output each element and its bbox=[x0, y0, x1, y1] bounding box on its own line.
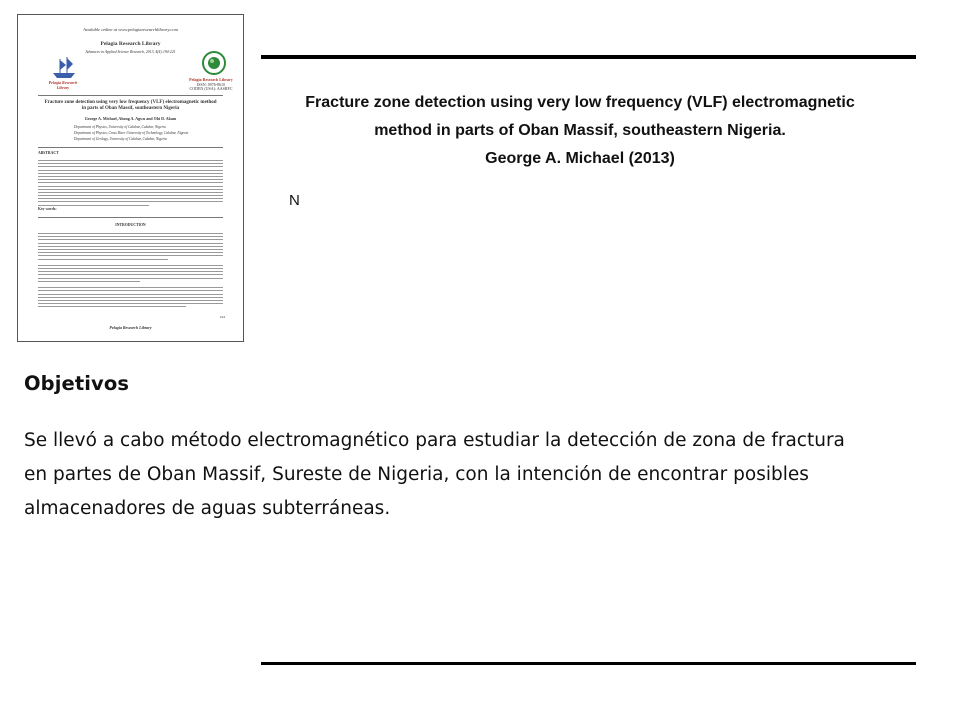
thumbnail-rule bbox=[38, 95, 223, 96]
objectives-line: en partes de Oban Massif, Sureste de Nigeria, con la intención de encontrar posibles bbox=[24, 464, 809, 485]
north-label: N bbox=[289, 192, 300, 209]
citation-title-line: Fracture zone detection using very low frequency (VLF) electromagnetic bbox=[305, 94, 855, 111]
thumbnail-issn-2: CODEN (USA): AASRFC bbox=[189, 86, 233, 92]
thumbnail-abstract-lines bbox=[38, 160, 223, 208]
objectives-line: Se llevó a cabo método electromagnético para estudiar la detección de zona de fractura bbox=[24, 430, 845, 451]
thumbnail-page-number: 194 bbox=[219, 315, 225, 319]
thumbnail-rule bbox=[38, 147, 223, 148]
thumbnail-abstract-heading: ABSTRACT bbox=[38, 151, 59, 155]
thumbnail-keywords-label: Key words: bbox=[38, 207, 57, 211]
thumbnail-rule bbox=[38, 217, 223, 218]
objectives-heading: Objetivos bbox=[24, 372, 130, 395]
thumbnail-library-name: Pelagia Research Library bbox=[100, 41, 161, 47]
thumbnail-affiliation: Department of Physics, Cross River University of Technology, Calabar, Nigeria bbox=[74, 130, 189, 135]
ship-logo-icon bbox=[51, 55, 77, 81]
thumbnail-authors: George A. Michael, Abong A. Agwu and Obi D. Akam bbox=[84, 116, 177, 121]
objectives-line: almacenadores de aguas subterráneas. bbox=[24, 498, 391, 519]
thumbnail-intro-heading: INTRODUCTION bbox=[115, 223, 146, 227]
thumbnail-logo-caption-right: Pelagia Research Library bbox=[189, 77, 233, 82]
thumbnail-issn-1: ISSN: 0976-8610 bbox=[196, 81, 226, 87]
seal-logo-icon bbox=[202, 51, 226, 75]
thumbnail-affiliations bbox=[74, 125, 217, 142]
bottom-rule bbox=[261, 662, 916, 665]
paper-thumbnail bbox=[17, 14, 244, 342]
objectives-body bbox=[24, 424, 939, 526]
thumbnail-intro-lines bbox=[38, 233, 223, 310]
thumbnail-logo-caption-left: Pelagia Research Library bbox=[48, 80, 78, 90]
thumbnail-footer: Pelagia Research Library bbox=[109, 325, 152, 330]
thumbnail-paper-title: Fracture zone detection using very low frequency (VLF) electromagnetic method in parts of Oban Massif, southeastern Nigeria bbox=[44, 100, 217, 111]
citation-title-line: method in parts of Oban Massif, southeastern Nigeria. bbox=[374, 122, 786, 139]
thumbnail-online-text: Available online at www.pelagiaresearchlibrary.com bbox=[83, 27, 178, 32]
thumbnail-seal-caption bbox=[186, 78, 236, 92]
top-rule bbox=[261, 55, 916, 59]
thumbnail-journal-line: Advances in Applied Science Research, 2013, 4(4):194-221 bbox=[85, 50, 176, 54]
thumbnail-affiliation: Department of Geology, University of Calabar, Calabar, Nigeria bbox=[74, 136, 167, 141]
citation-author-year: George A. Michael (2013) bbox=[485, 150, 675, 167]
thumbnail-affiliation: Department of Physics, University of Calabar, Calabar, Nigeria bbox=[74, 125, 166, 129]
citation-block bbox=[240, 89, 920, 173]
